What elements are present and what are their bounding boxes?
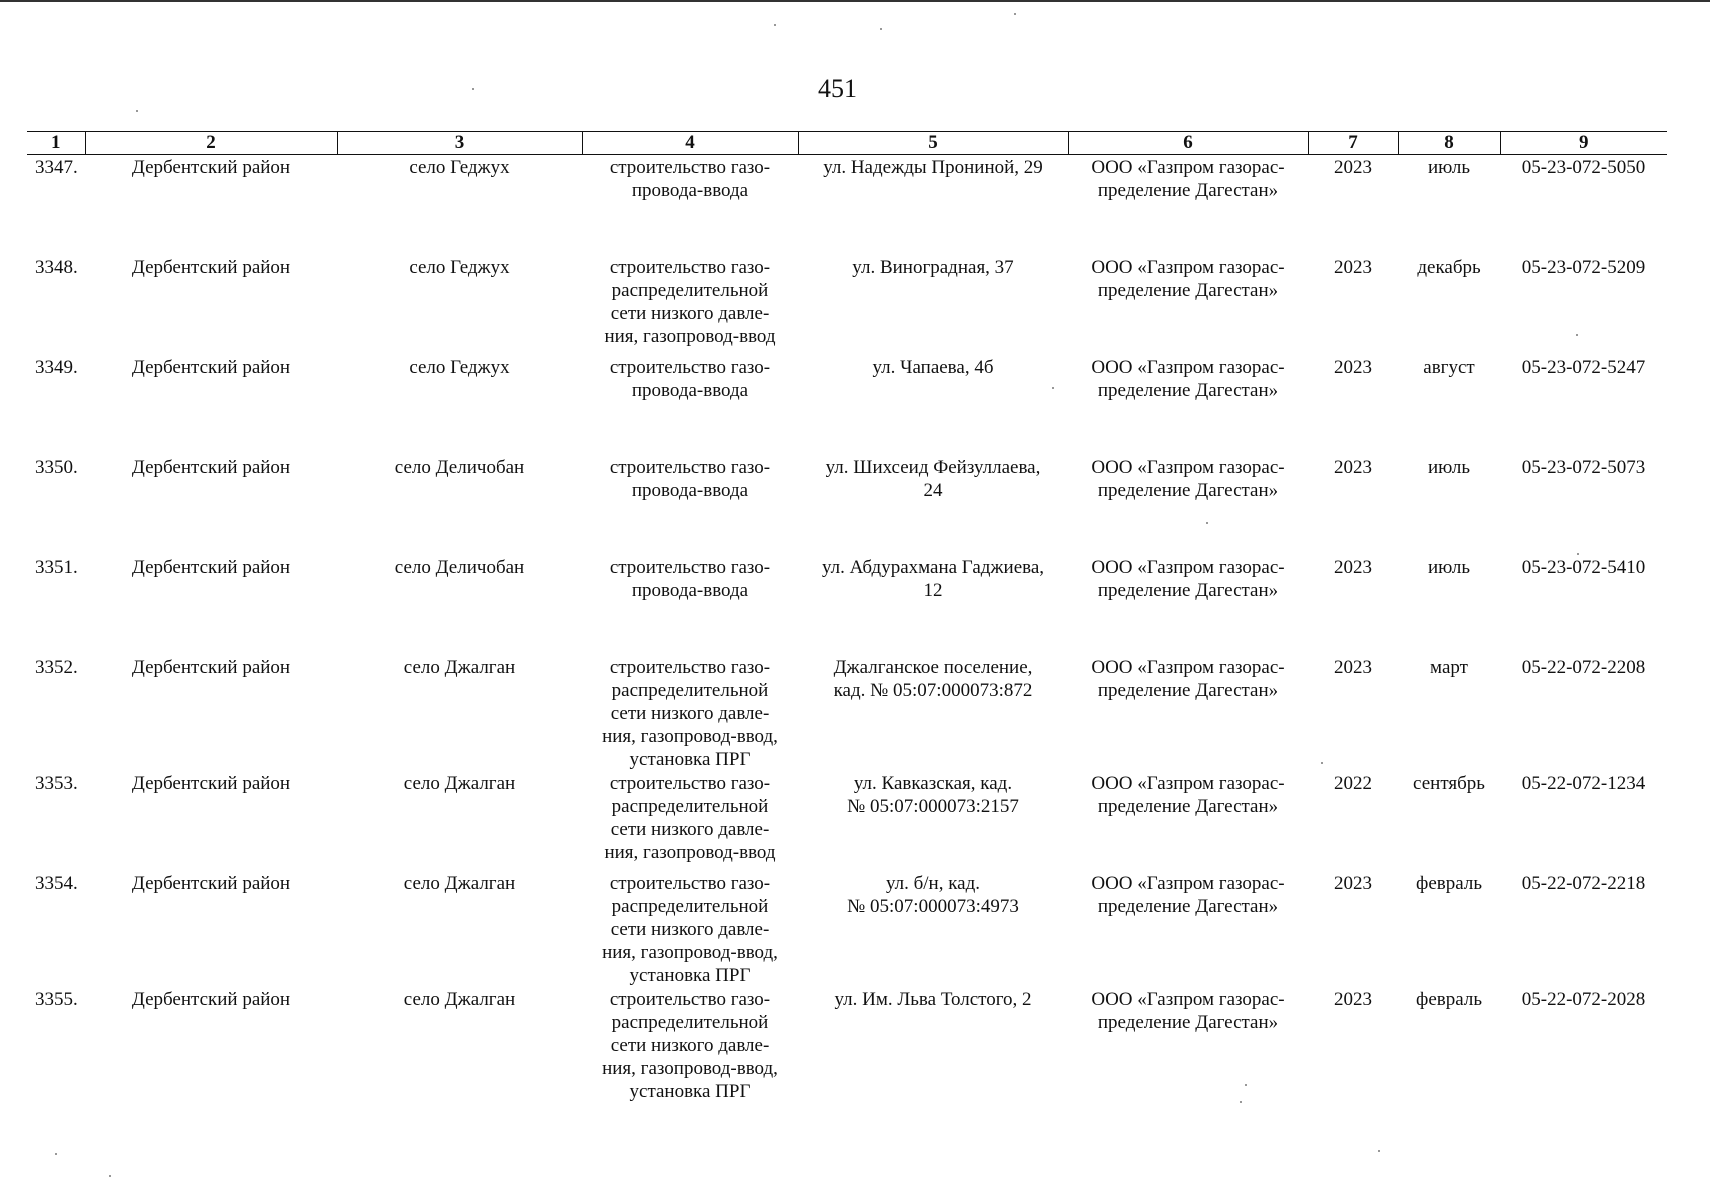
code-cell: 05-22-072-2028 [1521,988,1646,1010]
scan-speck [1577,553,1579,555]
year-cell: 2023 [1334,656,1372,678]
month-cell: декабрь [1417,256,1481,278]
table-row [27,455,1667,555]
year-cell: 2023 [1334,988,1372,1010]
month-cell: август [1423,356,1475,378]
organization-cell: ООО «Газпром газорас- пределение Дагестан» [1091,656,1285,701]
page-number: 451 [818,74,857,103]
address-cell: Джалганское поселение, кад. № 05:07:000073:872 [833,656,1033,701]
district-cell: Дербентский район [131,456,291,478]
district-cell: Дербентский район [131,556,291,578]
row-number: 3352. [35,656,78,678]
work-type-cell: строительство газо- провода-ввода [609,356,771,401]
work-type-cell: строительство газо- провода-ввода [609,556,771,601]
settlement-cell: село Деличобан [394,556,525,578]
address-cell: ул. Чапаева, 4б [872,356,994,378]
scan-speck [1014,13,1016,15]
table-row [27,155,1667,255]
table-body [27,155,1667,1105]
work-type-cell: строительство газо- распределительной сети низкого давле- ния, газопровод-ввод, установка ПРГ [602,872,778,986]
scan-speck [1240,1101,1242,1103]
column-header-4: 4 [582,132,798,155]
scan-speck [880,28,882,30]
table-row [27,355,1667,455]
district-cell: Дербентский район [131,988,291,1010]
gasification-table [27,131,1667,1105]
row-number: 3351. [35,556,78,578]
column-header-2: 2 [85,132,337,155]
row-number: 3350. [35,456,78,478]
column-header-7: 7 [1308,132,1398,155]
page-top-edge [0,0,1710,2]
month-cell: июль [1427,456,1471,478]
column-header-8: 8 [1398,132,1500,155]
row-number: 3347. [35,157,78,178]
work-type-cell: строительство газо- распределительной сети низкого давле- ния, газопровод-ввод [604,256,776,347]
address-cell: ул. б/н, кад. № 05:07:000073:4973 [847,872,1019,917]
organization-cell: ООО «Газпром газорас- пределение Дагестан» [1091,872,1285,917]
organization-cell: ООО «Газпром газорас- пределение Дагестан» [1091,356,1285,401]
scan-speck [136,110,138,112]
settlement-cell: село Деличобан [394,456,525,478]
code-cell: 05-23-072-5073 [1521,456,1646,478]
year-cell: 2023 [1334,256,1372,278]
address-cell: ул. Им. Льва Толстого, 2 [834,988,1032,1010]
address-cell: ул. Шихсеид Фейзуллаева, 24 [825,456,1041,501]
scan-speck [1321,762,1323,764]
table-row [27,255,1667,355]
settlement-cell: село Джалган [403,872,516,894]
code-cell: 05-22-072-2218 [1521,872,1646,894]
settlement-cell: село Геджух [409,256,510,278]
scan-speck [1378,1150,1380,1152]
scan-speck [55,1153,57,1155]
organization-cell: ООО «Газпром газорас- пределение Дагестан» [1091,772,1285,817]
organization-cell: ООО «Газпром газорас- пределение Дагестан» [1091,988,1285,1033]
address-cell: ул. Кавказская, кад. № 05:07:000073:2157 [847,772,1019,817]
code-cell: 05-22-072-1234 [1521,772,1646,794]
work-type-cell: строительство газо- провода-ввода [609,157,771,201]
district-cell: Дербентский район [131,772,291,794]
work-type-cell: строительство газо- распределительной сети низкого давле- ния, газопровод-ввод, установка ПРГ [602,988,778,1102]
month-cell: март [1430,656,1468,678]
table-row [27,871,1667,987]
scan-speck [1245,1084,1247,1086]
year-cell: 2022 [1334,772,1372,794]
organization-cell: ООО «Газпром газорас- пределение Дагестан» [1091,256,1285,301]
month-cell: сентябрь [1413,772,1485,794]
row-number: 3355. [35,988,78,1010]
year-cell: 2023 [1334,556,1372,578]
row-number: 3353. [35,772,78,794]
month-cell: июль [1427,556,1471,578]
settlement-cell: село Джалган [403,988,516,1010]
work-type-cell: строительство газо- провода-ввода [609,456,771,501]
code-cell: 05-22-072-2208 [1521,656,1646,678]
settlement-cell: село Джалган [403,772,516,794]
settlement-cell: село Геджух [409,157,510,178]
year-cell: 2023 [1334,356,1372,378]
year-cell: 2023 [1334,872,1372,894]
district-cell: Дербентский район [131,872,291,894]
column-header-1: 1 [27,132,85,155]
month-cell: февраль [1416,988,1482,1010]
code-cell: 05-23-072-5410 [1521,556,1646,578]
district-cell: Дербентский район [131,157,291,178]
district-cell: Дербентский район [131,656,291,678]
code-cell: 05-23-072-5050 [1521,157,1646,178]
column-header-9: 9 [1500,132,1667,155]
table-row [27,655,1667,771]
column-header-3: 3 [337,132,582,155]
address-cell: ул. Абдурахмана Гаджиева, 12 [821,556,1045,601]
address-cell: ул. Надежды Прониной, 29 [823,157,1043,178]
row-number: 3349. [35,356,78,378]
column-header-6: 6 [1068,132,1308,155]
row-number: 3354. [35,872,78,894]
scan-speck [1206,522,1208,524]
scan-speck [1576,334,1578,336]
address-cell: ул. Виноградная, 37 [852,256,1014,278]
organization-cell: ООО «Газпром газорас- пределение Дагестан» [1091,556,1285,601]
code-cell: 05-23-072-5247 [1521,356,1646,378]
table-row [27,555,1667,655]
district-cell: Дербентский район [131,256,291,278]
work-type-cell: строительство газо- распределительной сети низкого давле- ния, газопровод-ввод [604,772,776,863]
organization-cell: ООО «Газпром газорас- пределение Дагестан» [1091,157,1285,201]
year-cell: 2023 [1334,157,1372,178]
month-cell: июль [1427,157,1471,178]
year-cell: 2023 [1334,456,1372,478]
month-cell: февраль [1416,872,1482,894]
scan-speck [472,88,474,90]
table-row [27,987,1667,1105]
code-cell: 05-23-072-5209 [1521,256,1646,278]
table-header-row [27,132,1667,155]
organization-cell: ООО «Газпром газорас- пределение Дагестан» [1091,456,1285,501]
scan-speck [109,1175,111,1177]
column-header-5: 5 [798,132,1068,155]
row-number: 3348. [35,256,78,278]
scan-speck [1052,387,1054,389]
district-cell: Дербентский район [131,356,291,378]
settlement-cell: село Геджух [409,356,510,378]
work-type-cell: строительство газо- распределительной сети низкого давле- ния, газопровод-ввод, установка ПРГ [602,656,778,770]
settlement-cell: село Джалган [403,656,516,678]
scan-speck [774,24,776,26]
table-row [27,771,1667,871]
